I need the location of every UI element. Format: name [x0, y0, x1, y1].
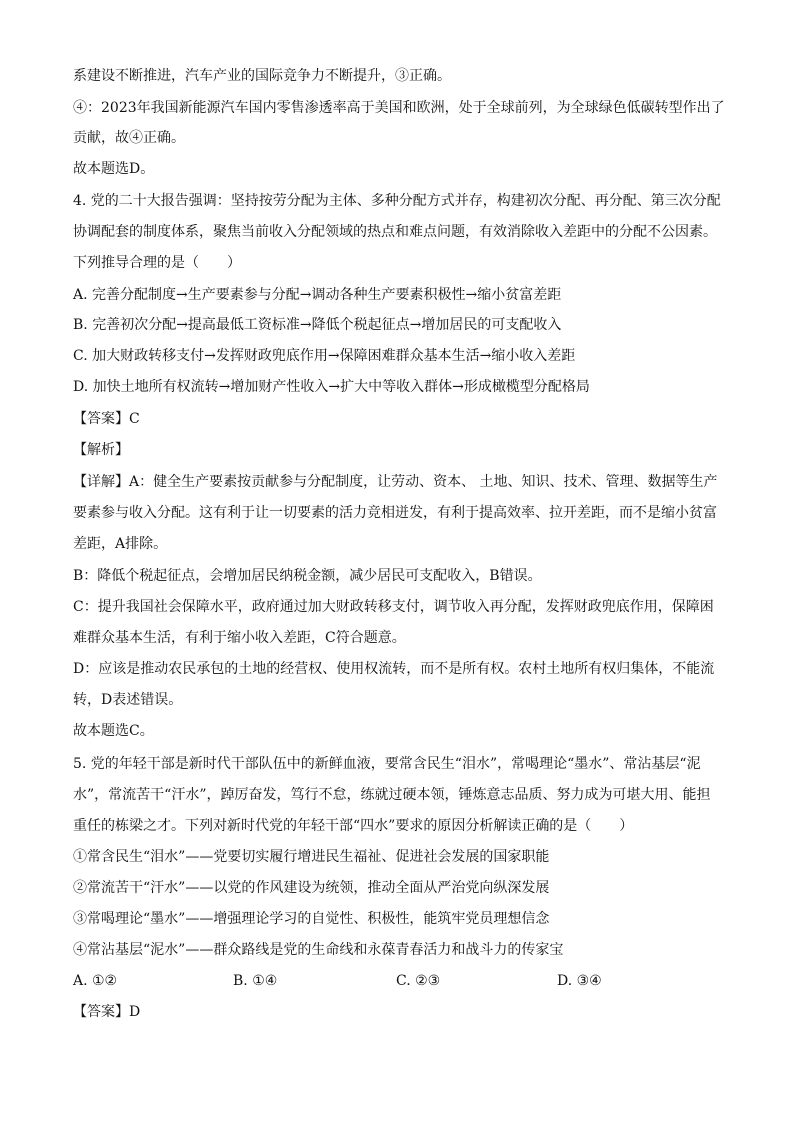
text-line: 贡献，故④正确。: [73, 130, 185, 146]
statement-3: ③常喝理论“墨水”——增强理论学习的自觉性、积极性，能筑牢党员理想信念: [73, 911, 550, 927]
statement-1: ①常含民生“泪水”——党要切实履行增进民生福祉、促进社会发展的国家职能: [73, 849, 550, 865]
explanation-text: 【详解】A：健全生产要素按贡献参与分配制度，让劳动、资本、 土地、知识、技术、管理、数据等生产: [73, 474, 718, 490]
q5-option-a: A. ①②: [73, 973, 118, 989]
text-line: B：降低个税起征点，会增加居民纳税金额，减少居民可支配收入，B错误。: [73, 568, 542, 584]
statement-2: ②常流苦干“汗水”——以党的作风建设为统领，推动全面从严治党向纵深发展: [73, 880, 550, 896]
statement-4: ④常沾基层“泥水”——群众路线是党的生命线和永葆青春活力和战斗力的传家宝: [73, 942, 564, 958]
text-line: ④：2023年我国新能源汽车国内零售渗透率高于美国和欧洲，处于全球前列，为全球绿色低碳转型作出了: [73, 100, 725, 116]
q5-option-b: B. ①④: [233, 973, 278, 989]
text-line: 下列推导合理的是（ ）: [73, 255, 241, 271]
text-line: 水”，常流苦干“汗水”，踔厉奋发，笃行不怠，练就过硬本领，锤炼意志品质、努力成为可堪大用、能担: [73, 787, 711, 803]
option-d: D. 加快土地所有权流转→增加财产性收入→扩大中等收入群体→形成橄榄型分配格局: [73, 379, 590, 395]
option-a: A. 完善分配制度→生产要素参与分配→调动各种生产要素积极性→缩小贫富差距: [73, 287, 562, 303]
text-line: 协调配套的制度体系，聚焦当前收入分配领域的热点和难点问题，有效消除收入差距中的分配不公因素。: [73, 224, 717, 240]
text-line: 要素参与收入分配。这有利于让一切要素的活力竞相迸发，有利于提高效率、拉开差距，而不是缩小贫富: [73, 505, 717, 521]
text-line: 差距，A排除。: [73, 536, 168, 552]
analysis-label: 【解析】: [73, 442, 129, 458]
q5-option-c: C. ②③: [396, 973, 441, 989]
text-line: 故本题选C。: [73, 723, 154, 739]
option-b: B. 完善初次分配→提高最低工资标准→降低个税起征点→增加居民的可支配收入: [73, 317, 562, 333]
question-5-stem: 5. 党的年轻干部是新时代干部队伍中的新鲜血液，要常含民生“泪水”，常喝理论“墨水”、常沾基层“泥: [73, 756, 701, 772]
option-c: C. 加大财政转移支付→发挥财政兜底作用→保障困难群众基本生活→缩小收入差距: [73, 348, 576, 364]
text-line: 系建设不断推进，汽车产业的国际竞争力不断提升，③正确。: [73, 68, 451, 84]
text-line: D：应该是推动农民承包的土地的经营权、使用权流转，而不是所有权。农村土地所有权归集体，不能流: [73, 661, 715, 677]
question-4-stem: 4. 党的二十大报告强调：坚持按劳分配为主体、多种分配方式并存，构建初次分配、再分配、第三次分配: [73, 193, 721, 209]
text-line: 转，D表述错误。: [73, 692, 183, 708]
answer-label: 【答案】C: [73, 411, 140, 427]
text-line: 重任的栋梁之才。下列对新时代党的年轻干部“四水”要求的原因分析解读正确的是（ ）: [73, 818, 634, 834]
text-line: 故本题选D。: [73, 161, 155, 177]
final-answer: 【答案】D: [73, 1004, 141, 1020]
q5-option-d: D. ③④: [557, 973, 602, 989]
text-line: C：提升我国社会保障水平，政府通过加大财政转移支付，调节收入再分配，发挥财政兜底作用，保障困: [73, 599, 714, 615]
text-line: 难群众基本生活，有利于缩小收入差距，C符合题意。: [73, 630, 406, 646]
